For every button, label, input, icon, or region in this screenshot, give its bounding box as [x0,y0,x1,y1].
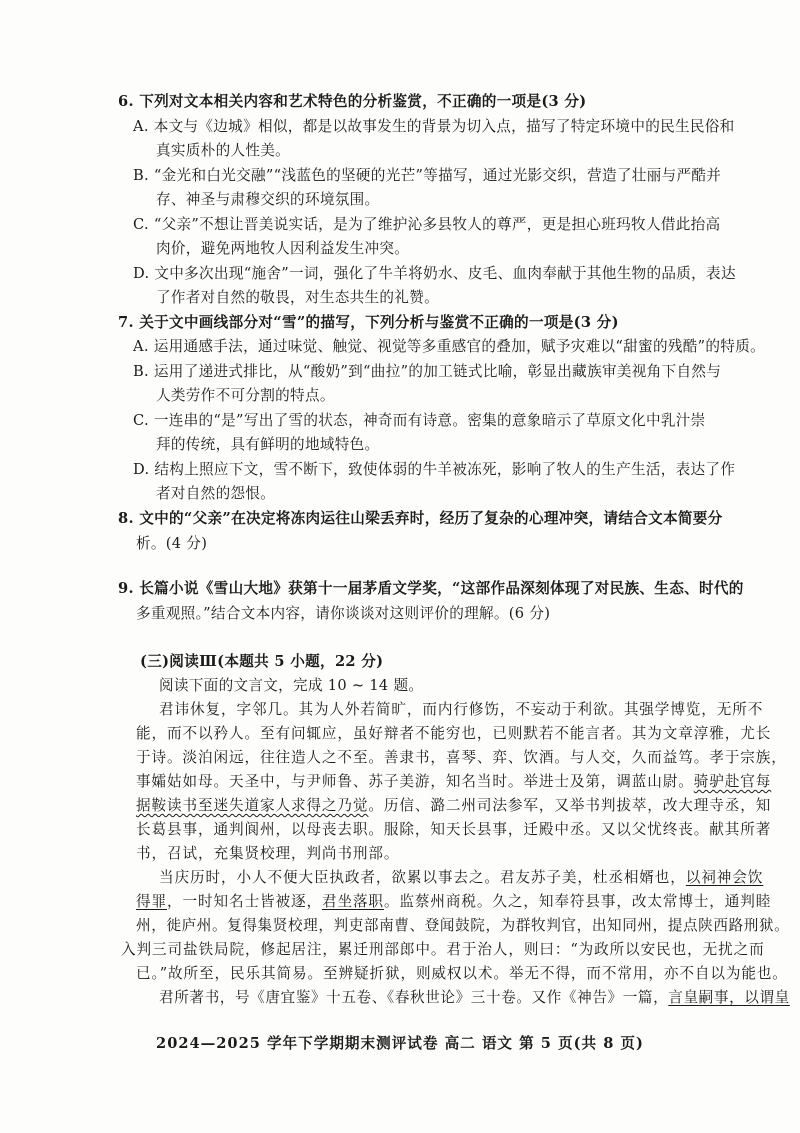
passage-line [159,988,790,1008]
question-6-stem: 6. 下列对文本相关内容和艺术特色的分析鉴赏，不正确的一项是(3 分) [118,93,587,110]
passage-line: 长葛县事，通判阆州，以母丧去职。服除，知天长县事，迁殿中丞。又以父忧终丧。献其所著 [136,821,772,838]
passage-text: 事孀姑如母。天圣中，与尹师鲁、苏子美游，知名当时。举进士及第，调蓝山尉。 [136,773,694,790]
question-6-option-b-cont: 存、神圣与肃穆交织的环境氛围。 [156,191,380,208]
passage-line [136,796,771,816]
passage-line: 书，召试，充集贤校理，判尚书刑部。 [136,845,400,862]
question-7-option-c: C. 一连串的“是”写出了雪的状态，神奇而有诗意。密集的意象暗示了草原文化中乳汁崇 [133,412,706,429]
question-8-stem-cont: 析。(4 分) [136,535,208,552]
passage-line: 能，而不以矜人。至有问辄应，虽好辩者不能穷也，已则默若不能言者。其为文章淳雅，尤长 [136,725,772,742]
passage-text: 。历信、潞二州司法参军，又举书判拔萃，改大理寺丞，知 [368,797,772,814]
question-6-option-c: C. “父亲”不想让晋美说实话，是为了维护沁多县牧人的尊严，更是担心班玛牧人借此抬高 [133,216,721,233]
underlined-phrase: 以祠神会饮 [685,869,764,886]
wavy-underlined-sentence: 据鞍读书至迷失道家人求得之乃觉 [136,797,369,814]
question-6-option-a-cont: 真实质朴的人性美。 [156,142,291,159]
question-7-stem: 7. 关于文中画线部分对“雪”的描写，下列分析与鉴赏不正确的一项是(3 分) [118,314,619,331]
underlined-phrase: 得罪 [136,893,167,910]
question-7-option-b-cont: 人类劳作不可分割的特点。 [156,387,335,404]
passage-line: 君讳休复，字邻几。其为人外若简旷，而内行修饬，不妄动于利欲。其强学博览，无所不 [159,701,764,718]
passage-line: 州，徙庐州。复得集贤校理，判吏部南曹、登闻鼓院，为群牧判官，出知同州，提点陕西路刑狱。 [136,917,790,934]
question-9-stem: 9. 长篇小说《雪山大地》获第十一届茅盾文学奖，“这部作品深刻体现了对民族、生态、时代的 [118,580,744,597]
question-8-stem: 8. 文中的“父亲”在决定将冻肉运往山梁丢弃时，经历了复杂的心理冲突，请结合文本简要分 [118,510,723,527]
passage-text: ，一时知名士皆被逐， [167,893,322,910]
passage-line: 已。”故所至，民乐其简易。至辨疑折狱，则威权以术。举无不得，而不常用，亦不自以为能也。 [136,965,788,982]
question-7-option-d-cont: 者对自然的怨恨。 [156,485,276,502]
wavy-underlined-sentence: 骑驴赴官每 [693,773,772,790]
passage-text: 当庆历时，小人不便大臣执政者，欲累以事去之。君友苏子美，杜丞相婿也， [159,869,686,886]
page-footer: 2024—2025 学年下学期期末测评试卷 高二 语文 第 5 页(共 8 页) [156,1035,644,1052]
question-6-option-d: D. 文中多次出现“施舍”一词，强化了牛羊将奶水、皮毛、血肉奉献于其他生物的品质，表达 [133,265,736,282]
question-7-option-c-cont: 拜的传统，具有鲜明的地域特色。 [156,436,380,453]
question-6-option-c-cont: 肉价，避免两地牧人因利益发生冲突。 [156,240,410,257]
question-6-option-a: A. 本文与《边城》相似，都是以故事发生的背景为切入点，描写了特定环境中的民生民俗和 [133,118,735,135]
passage-line: 于诗。淡泊闲远，往往造人之不至。善隶书，喜琴、弈、饮酒。与人交，久而益笃。孝于宗族， [136,749,787,766]
section-3-intro: 阅读下面的文言文，完成 10 ~ 14 题。 [159,677,424,694]
passage-text: 。监蔡州商税。久之，知奉符县事，改太常博士，通判睦 [383,893,772,910]
passage-line [159,868,763,888]
question-6-option-b: B. “金光和白光交融”“浅蓝色的坚硬的光芒”等描写，通过光影交织，营造了壮丽与严酷并 [133,167,722,184]
question-7-option-d: D. 结构上照应下文，雪不断下，致使体弱的牛羊被冻死，影响了牧人的生产生活，表达了作 [133,461,736,478]
question-9-stem-cont: 多重观照。”结合文本内容，请你谈谈对这则评价的理解。(6 分) [136,605,551,622]
underlined-phrase: 言皇嗣事，以谓皇 [668,989,790,1006]
passage-line [136,772,771,792]
passage-line: 入判三司盐铁局院，修起居注，累迁刑部郎中。君于治人，则曰：“为政所以安民也，无扰之而 [121,941,765,958]
question-7-option-a: A. 运用通感手法，通过味觉、触觉、视觉等多重感官的叠加，赋予灾难以“甜蜜的残酷”的特质。 [133,338,765,355]
passage-line [136,892,771,912]
question-7-option-b: B. 运用了递进式排比，从“酸奶”到“曲拉”的加工链式比喻，彰显出藏族审美视角下自然与 [133,363,722,380]
passage-text: 君所著书，号《唐宜鉴》十五卷、《春秋世论》三十卷。又作《神告》一篇， [159,989,669,1006]
section-3-title: (三)阅读Ⅲ(本题共 5 小题，22 分) [140,653,384,670]
underlined-phrase: 君坐落职 [321,893,384,910]
question-6-option-d-cont: 了作者对自然的敬畏，对生态共生的礼赞。 [156,289,439,306]
